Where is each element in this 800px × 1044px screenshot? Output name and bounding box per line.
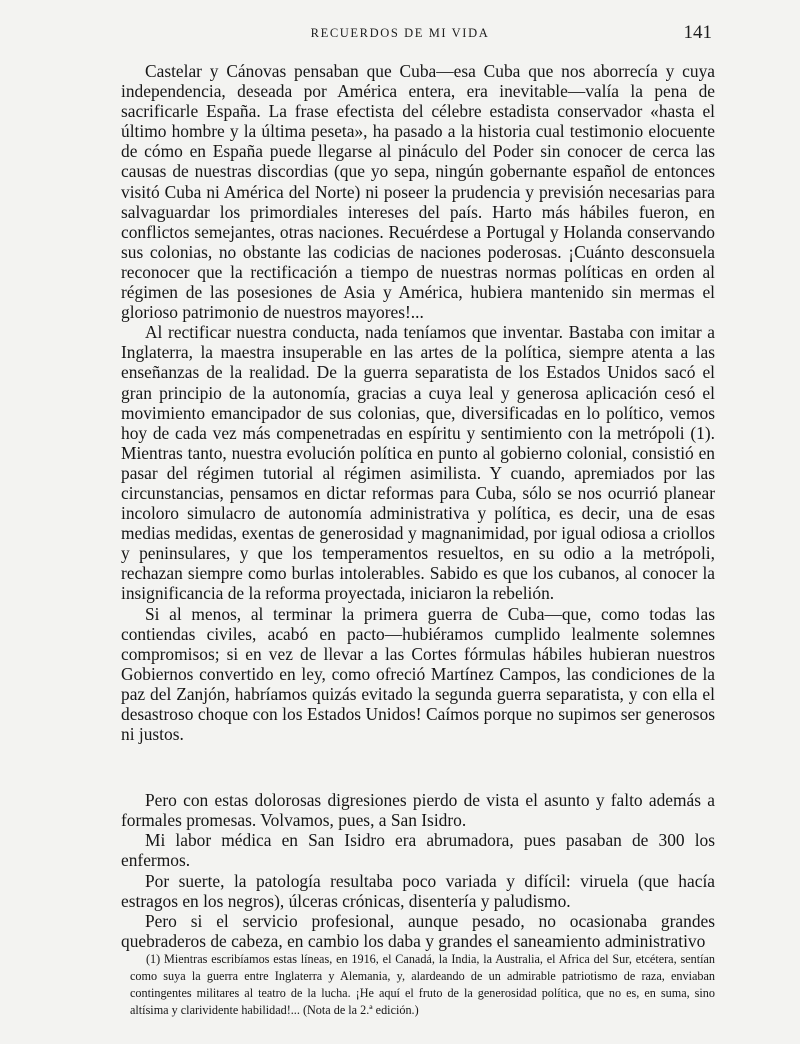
footnote: (1) Mientras escribíamos estas líneas, en 1916, el Canadá, la India, la Australia, el Africa del Sur, etcétera, sentían como suya la guerra entre Inglaterra y Alemania, y, alardeando de un admirable patriotismo de raza, enviaban contingentes militares al teatro de la lucha. ¡He aquí el fruto de la generosidad política, que no es, en suma, sino altísima y clarividente habilidad!... (Nota de la 2.ª edición.) — [130, 952, 715, 1017]
paragraph: Pero si el servicio profesional, aunque pesado, no ocasionaba grandes quebraderos de cabeza, en cambio los daba y grandes el saneamiento administrativo — [121, 910, 715, 951]
paragraph: Mi labor médica en San Isidro era abrumadora, pues pasaban de 300 los enfermos. — [121, 830, 715, 871]
paragraph: Pero con estas dolorosas digresiones pierdo de vista el asunto y falto además a formales promesas. Volvamos, pues, a San Isidro. — [121, 790, 715, 831]
body-text — [121, 61, 715, 951]
running-title: RECUERDOS DE MI VIDA — [310, 26, 490, 40]
paragraph: Si al menos, al terminar la primera guerra de Cuba—que, como todas las contiendas civiles, acabó en pacto—hubiéramos cumplido lealmente solemnes compromisos; si en vez de llevar a las Cortes fórmulas hábiles hubieran nuestros Gobiernos convertido en ley, como ofreció Martínez Campos, las condiciones de la paz del Zanjón, habríamos quizás evitado la segunda guerra separatista, y con ella el desastroso choque con los Estados Unidos! Caímos porque no supimos ser generosos ni justos. — [121, 603, 715, 745]
page-number: 141 — [683, 22, 712, 43]
paragraph: Por suerte, la patología resultaba poco variada y difícil: viruela (que hacía estragos en los negros), úlceras crónicas, disentería y paludismo. — [121, 870, 715, 911]
paragraph: Al rectificar nuestra conducta, nada teníamos que inventar. Bastaba con imitar a Inglaterra, la maestra insuperable en las artes de la política, siempre atenta a las enseñanzas de la realidad. De la guerra separatista de los Estados Unidos sacó el gran principio de la autonomía, gracias a cuya leal y generosa aplicación cesó el movimiento emancipador de sus colonias, que, diversificadas en lo político, vemos hoy de cada vez más compenetradas en espíritu y sentimiento con la metrópoli (1). Mientras tanto, nuestra evolución política en punto al gobierno colonial, consistió en pasar del régimen tutorial al régimen asimilista. Y cuando, apremiados por las circunstancias, pensamos en dictar reformas para Cuba, sólo se nos ocurrió planear incoloro simulacro de autonomía administrativa y política, es decir, una de esas medias medidas, exentas de generosidad y magnanimidad, por igual odiosa a criollos y peninsulares, y que los temperamentos resueltos, en su odio a la metrópoli, rechazan siempre como burlas intolerables. Sabido es que los cubanos, al conocer la insignificancia de la reforma proyectada, iniciaron la rebelión. — [121, 322, 715, 604]
paragraph: Castelar y Cánovas pensaban que Cuba—esa Cuba que nos aborrecía y cuya independencia, deseada por América entera, era inevitable—valía la pena de sacrificarle España. La frase efectista del célebre estadista conservador «hasta el último hombre y la última peseta», ha pasado a la historia cual testimonio elocuente de cómo en España puede llegarse al pináculo del Poder sin conocer de cerca las causas de nuestras discordias (que yo sepa, ningún gobernante español de entonces visitó Cuba ni América del Norte) ni poseer la prudencia y previsión necesarias para salvaguardar los primordiales intereses del país. Harto más hábiles fueron, en conflictos semejantes, otras naciones. Recuérdese a Portugal y Holanda conservando sus colonias, no obstante las codicias de naciones poderosas. ¡Cuánto desconsuela reconocer que la rectificación a tiempo de nuestras normas políticas en orden al régimen de las posesiones de Asia y América, hubiera mantenido sin mermas el glorioso patrimonio de nuestros mayores!... — [121, 61, 715, 323]
